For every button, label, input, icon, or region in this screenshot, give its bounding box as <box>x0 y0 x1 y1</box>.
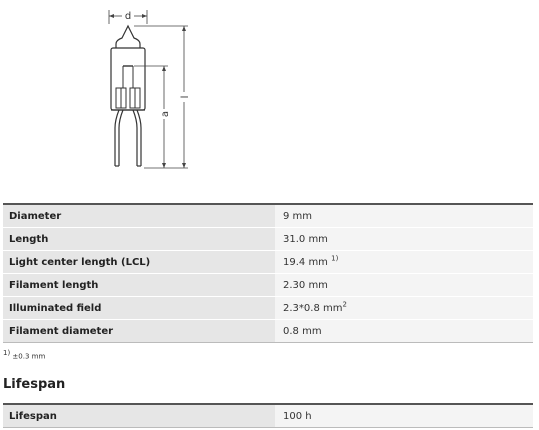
dim-a-label: a <box>160 110 171 118</box>
table-row <box>3 251 533 274</box>
row-label: Illuminated field <box>3 297 275 320</box>
row-label: Filament length <box>3 274 275 297</box>
unit-exponent: 2 <box>342 300 347 309</box>
dim-l-label: l <box>180 95 191 99</box>
table-row <box>3 404 533 428</box>
row-label: Lifespan <box>3 404 275 428</box>
dimensions-table <box>3 203 533 343</box>
row-value: 100 h <box>275 404 533 428</box>
footnote-text: ±0.3 mm <box>12 352 46 361</box>
lamp-dimension-drawing <box>90 4 200 184</box>
row-label: Length <box>3 228 275 251</box>
table-row <box>3 320 533 343</box>
footnote <box>3 349 45 360</box>
table-row <box>3 274 533 297</box>
pin-right <box>133 110 137 166</box>
footnote-ref: 1) <box>331 254 339 263</box>
row-value: 2.3*0.8 $mm^2$ <box>275 297 533 320</box>
bulb-tip <box>116 26 140 48</box>
footnote-mark: 1) <box>3 349 11 357</box>
row-value: 19.4 mm $^{1)}$ <box>275 251 533 274</box>
row-label: Diameter <box>3 204 275 228</box>
lifespan-table <box>3 403 533 428</box>
row-label: Light center length (LCL) <box>3 251 275 274</box>
row-value: 9 mm <box>275 204 533 228</box>
row-value: 0.8 mm <box>275 320 533 343</box>
table-row <box>3 228 533 251</box>
table-row <box>3 297 533 320</box>
table-row <box>3 204 533 228</box>
lifespan-heading: Lifespan <box>3 377 66 392</box>
row-label: Filament diameter <box>3 320 275 343</box>
row-value: 2.30 mm <box>275 274 533 297</box>
dim-d-label: d <box>124 11 132 22</box>
row-value: 31.0 mm <box>275 228 533 251</box>
